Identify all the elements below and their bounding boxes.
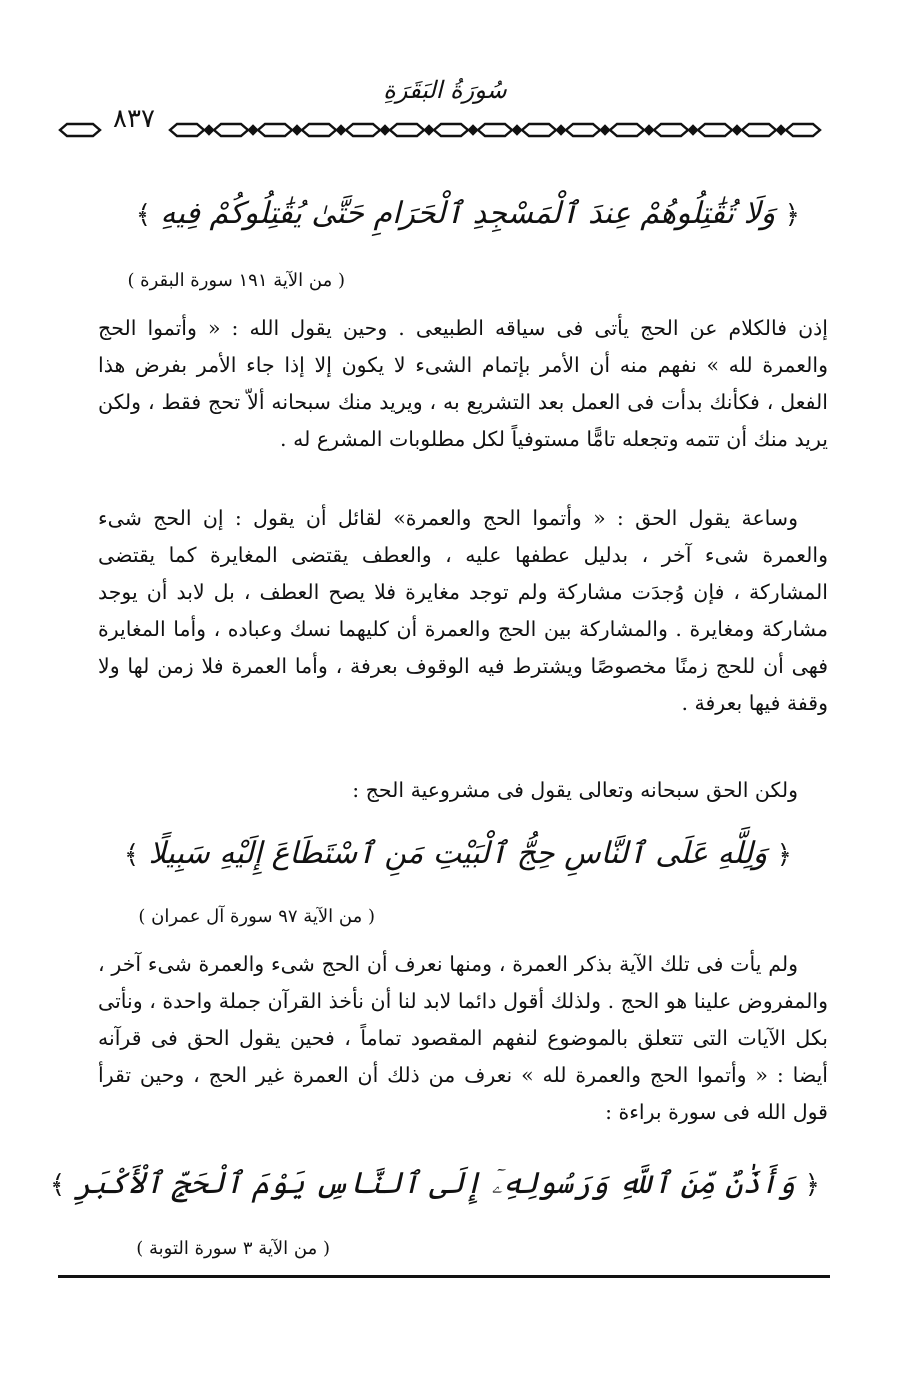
body-paragraph: ولكن الحق سبحانه وتعالى يقول فى مشروعية الحج : (352, 778, 798, 802)
verse-text: وَلَا تُقَٰتِلُوهُمْ عِندَ ٱلْمَسْجِدِ ٱلْحَرَامِ حَتَّىٰ يُقَٰتِلُوكُمْ فِيهِ (160, 196, 776, 231)
verse-text: وَلِلَّهِ عَلَى ٱلنَّاسِ حِجُّ ٱلْبَيْتِ مَنِ ٱسْتَطَاعَ إِلَيْهِ سَبِيلًا (148, 836, 768, 871)
quran-verse-baqarah-191 (136, 196, 800, 231)
bottom-rule (58, 1275, 830, 1278)
verse-open-bracket: ﴿ (784, 200, 800, 230)
verse-reference: ( من الآية ٩٧ سورة آل عمران ) (138, 906, 375, 927)
quran-verse-al-imran-97 (124, 836, 792, 871)
verse-close-bracket: ﴾ (135, 200, 151, 230)
body-paragraph: إذن فالكلام عن الحج يأتى فى سياقه الطبيعى . وحين يقول الله : « وأتموا الحج والعمرة لله » نفهم منه أن الأمر بإتمام الشىء لا يكون إلا إذا جاء الأمر بفرض هذا الفعل ، فكأنك بدأت فى العمل بعد التشريع به ، ويريد منك سبحانه ألاّ تحج فقط ، ولكن يريد منك أن تتمه وتجعله تامًّا مستوفياً لكل مطلوبات المشرع له . (98, 316, 828, 451)
verse-reference: ( من الآية ٣ سورة التوبة ) (136, 1238, 330, 1259)
verse-reference: ( من الآية ١٩١ سورة البقرة ) (127, 270, 345, 291)
verse-text: وَأَذَٰنٌ مِّنَ ٱللَّهِ وَرَسُولِهِۦٓ إِلَى ٱلنَّاسِ يَوْمَ ٱلْحَجِّ ٱلْأَكْبَرِ (74, 1166, 796, 1201)
verse-open-bracket: ﴿ (804, 1170, 820, 1200)
page-number: ٨٣٧ (113, 104, 155, 134)
quran-verse-tawbah-3 (50, 1166, 820, 1201)
verse-close-bracket: ﴾ (123, 840, 140, 870)
verse-close-bracket: ﴾ (49, 1170, 66, 1200)
surah-title: سُورَةُ البَقَرَةِ (383, 76, 507, 104)
ornamental-border (58, 116, 834, 144)
body-paragraph: وساعة يقول الحق : « وأتموا الحج والعمرة» لقائل أن يقول : إن الحج شىء والعمرة شىء آخر ، بدليل عطفها عليه ، والعطف يقتضى المغايرة كما يقتضى المشاركة ، فإن وُجدَت مشاركة ولم توجد مغايرة فلا يصح العطف ، بل لابد أن يوجد مشاركة ومغايرة . والمشاركة بين الحج والعمرة أن كليهما نسك وعباده ، وأما المغايرة فهى أن للحج زمنًا مخصوصًا ويشترط فيه الوقوف بعرفة ، وأما العمرة فلا زمن لها ولا وقفة فيها بعرفة . (98, 506, 828, 715)
verse-open-bracket: ﴿ (776, 840, 792, 870)
body-paragraph: ولم يأت فى تلك الآية بذكر العمرة ، ومنها نعرف أن الحج شىء والعمرة شىء آخر ، والمفروض علينا هو الحج . ولذلك أقول دائما لابد لنا أن نأخذ القرآن جملة واحدة ، ونأتى بكل الآيات التى تتعلق بالموضوع لنفهم المقصود تماماً ، فحين يقول الحق فى قرآنه أيضا : « وأتموا الحج والعمرة لله » نعرف من ذلك أن العمرة غير الحج ، وحين تقرأ قول الله فى سورة براءة : (98, 952, 828, 1124)
